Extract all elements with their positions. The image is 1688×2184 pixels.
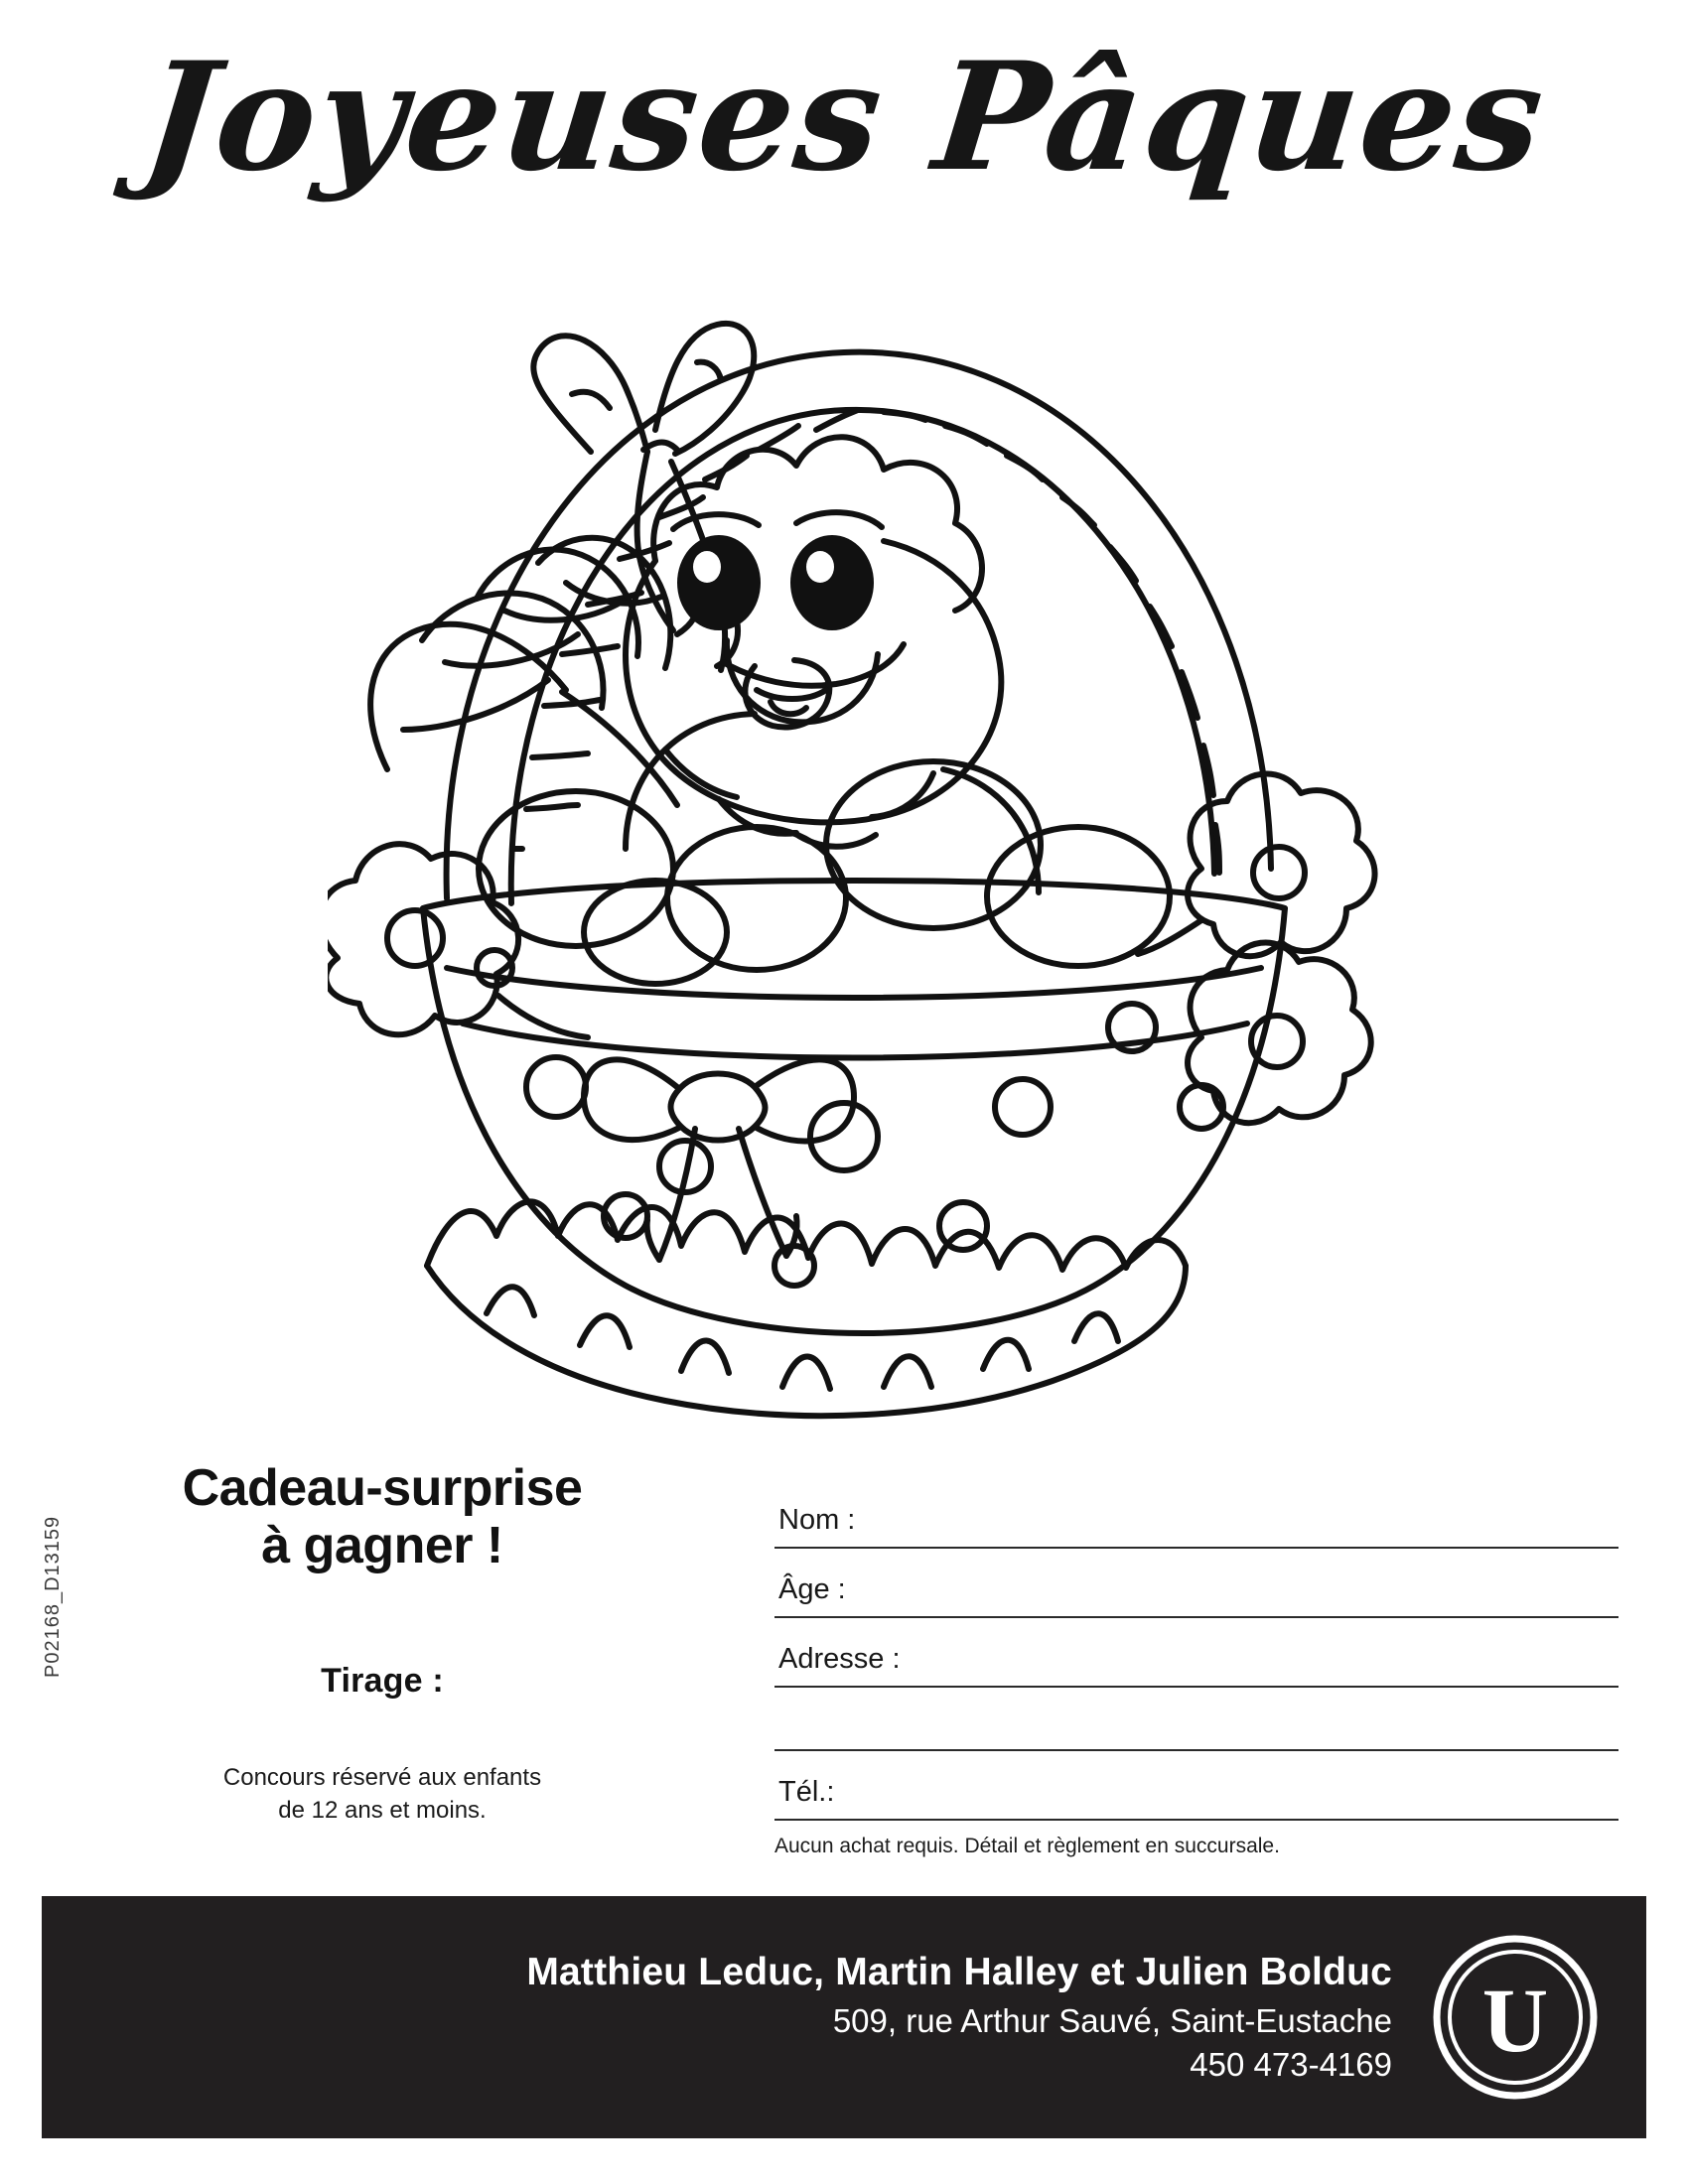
footer-banner	[42, 1896, 1646, 2138]
logo-letter: U	[1481, 1970, 1549, 2071]
entry-form	[774, 1479, 1618, 1858]
draw-label: Tirage :	[321, 1662, 444, 1701]
contest-headline-line2: à gagner !	[261, 1517, 503, 1575]
field-adresse[interactable]	[774, 1618, 1618, 1688]
field-nom[interactable]	[774, 1479, 1618, 1549]
easter-basket-illustration	[328, 213, 1380, 1454]
field-age[interactable]	[774, 1549, 1618, 1618]
contest-rules-line1: Concours réservé aux enfants	[222, 1764, 542, 1792]
page-title: Joyeuses Pâques	[135, 30, 1553, 205]
contest-headline	[119, 1459, 645, 1574]
contest-block	[119, 1459, 645, 1827]
field-telephone[interactable]	[774, 1751, 1618, 1821]
form-disclaimer: Aucun achat requis. Détail et règlement en succursale.	[774, 1835, 1280, 1857]
footer-contact	[526, 1951, 1432, 2084]
contest-rules-line2: de 12 ans et moins.	[278, 1796, 487, 1824]
footer-owner-names: Matthieu Leduc, Martin Halley et Julien Bolduc	[526, 1951, 1392, 1993]
field-nom-label: Nom :	[778, 1504, 856, 1536]
contest-rules	[119, 1762, 645, 1827]
footer-phone: 450 473-4169	[1190, 2046, 1392, 2083]
field-adresse-label: Adresse :	[778, 1643, 901, 1675]
field-telephone-label: Tél.:	[778, 1776, 835, 1808]
field-age-label: Âge :	[778, 1573, 846, 1605]
uniprix-u-logo-icon	[1432, 1934, 1599, 2101]
print-code: P02168_D13159	[42, 1515, 64, 1678]
footer-address: 509, rue Arthur Sauvé, Saint-Eustache	[832, 2002, 1392, 2039]
contest-headline-line1: Cadeau-surprise	[182, 1459, 583, 1517]
field-adresse-line2[interactable]	[774, 1688, 1618, 1751]
